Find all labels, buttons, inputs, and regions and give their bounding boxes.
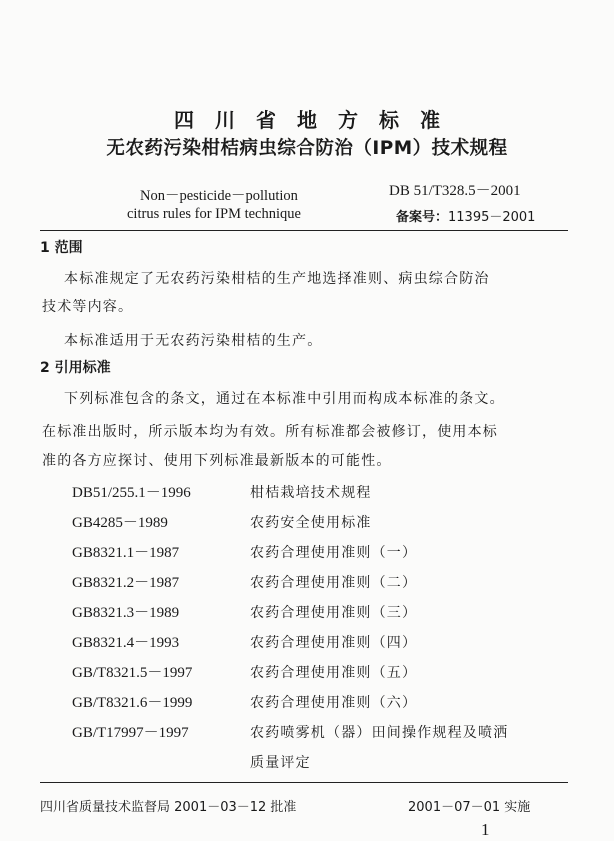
standard-code: DB 51/T328.5－2001 <box>389 183 521 199</box>
references-paragraph-cont1: 在标准出版时，所示版本均为有效。所有标准都会被修订，使用本标 <box>42 424 498 440</box>
reference-title: 农药合理使用准则（五） <box>250 665 418 681</box>
scope-paragraph-1: 本标准规定了无农药污染柑桔的生产地选择准则、病虫综合防治 <box>64 271 490 287</box>
reference-code: GB8321.2－1987 <box>72 575 180 591</box>
reference-code: GB/T8321.6－1999 <box>72 695 193 711</box>
effective-date: 2001－07－01 实施 <box>408 800 531 815</box>
reference-title: 农药合理使用准则（四） <box>250 635 418 651</box>
reference-title: 农药合理使用准则（三） <box>250 605 418 621</box>
reference-code: GB8321.1－1987 <box>72 545 180 561</box>
record-label: 备案号： <box>396 210 449 225</box>
reference-code: GB/T17997－1997 <box>72 725 189 741</box>
header-divider <box>40 230 568 231</box>
document-category-title: 四川省地方标准 <box>174 108 461 132</box>
approval-note: 四川省质量技术监督局 2001－03－12 批准 <box>40 800 297 815</box>
references-paragraph: 下列标准包含的条文，通过在本标准中引用而构成本标准的条文。 <box>64 391 505 407</box>
scope-paragraph-1-cont: 技术等内容。 <box>42 299 134 315</box>
reference-title: 柑桔栽培技术规程 <box>250 485 372 501</box>
page-number: 1 <box>481 820 490 839</box>
reference-title: 农药合理使用准则（一） <box>250 545 418 561</box>
reference-title: 农药喷雾机（器）田间操作规程及喷洒 <box>250 725 509 741</box>
reference-code: GB/T8321.5－1997 <box>72 665 193 681</box>
footer-divider <box>40 782 568 783</box>
section-heading-scope: 1 范围 <box>40 240 83 256</box>
scope-paragraph-2: 本标准适用于无农药污染柑桔的生产。 <box>64 333 323 349</box>
standard-title: 无农药污染柑桔病虫综合防治（IPM）技术规程 <box>106 138 508 159</box>
references-paragraph-cont2: 准的各方应探讨、使用下列标准最新版本的可能性。 <box>42 453 392 469</box>
reference-title-cont: 质量评定 <box>250 755 311 771</box>
reference-code: GB8321.4－1993 <box>72 635 180 651</box>
english-title-line2: citrus rules for IPM technique <box>127 206 301 222</box>
reference-code: GB8321.3－1989 <box>72 605 180 621</box>
reference-code: GB4285－1989 <box>72 515 168 531</box>
reference-title: 农药安全使用标准 <box>250 515 372 531</box>
english-title-line1: Non－pesticide－pollution <box>140 188 298 204</box>
reference-title: 农药合理使用准则（二） <box>250 575 418 591</box>
record-value: 11395－2001 <box>448 210 536 225</box>
reference-title: 农药合理使用准则（六） <box>250 695 418 711</box>
section-heading-references: 2 引用标准 <box>40 360 111 376</box>
record-number <box>396 206 535 225</box>
reference-code: DB51/255.1－1996 <box>72 485 191 501</box>
